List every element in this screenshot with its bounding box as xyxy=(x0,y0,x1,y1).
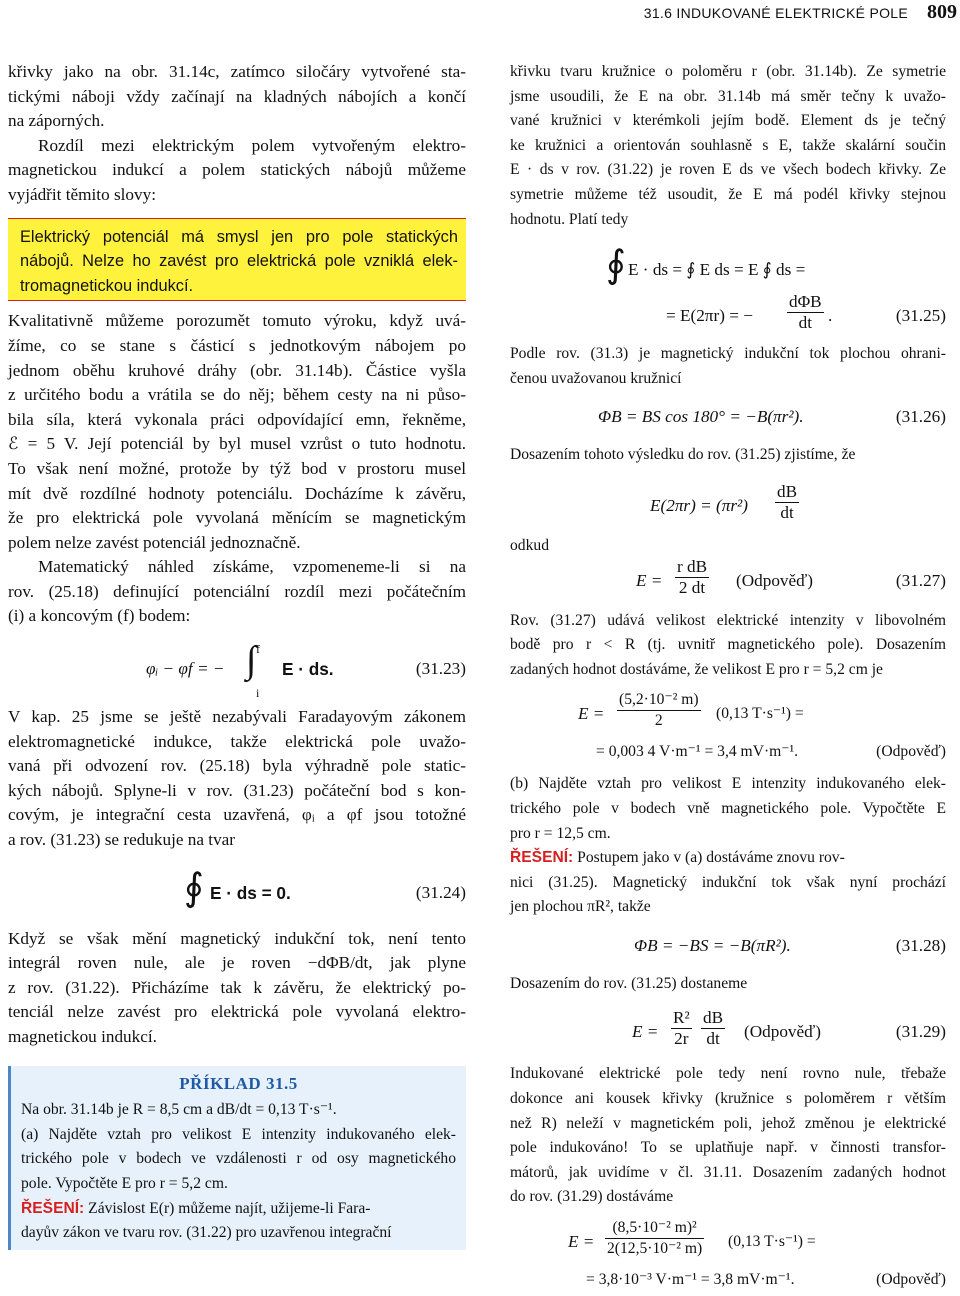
answer-tag: (Odpověď) xyxy=(744,1022,821,1042)
paragraph xyxy=(510,342,946,391)
text-line: To však není možné, protože by týž bod v prostoru musel xyxy=(8,458,466,478)
text-line: tickými náboji vždy začínají na kladných nábojích a končí xyxy=(8,86,466,106)
equation-number: (31.23) xyxy=(415,659,466,679)
text-line: symetrie můžeme též usoudit, že E má podél křivky stejnou xyxy=(510,185,946,203)
denominator: dt xyxy=(780,502,794,522)
text-line: E · ds v rov. (31.22) je roven E ds ve všech bodech křivky. Ze xyxy=(510,161,946,179)
solution-label: ŘEŠENÍ: xyxy=(21,1199,85,1217)
equation-number: (31.24) xyxy=(415,882,466,902)
equation-calc-b xyxy=(510,1214,946,1294)
right-column xyxy=(510,60,946,1294)
text-line: z rov. (31.22). Přicházíme tak k závěru, že elektrický po- xyxy=(8,977,466,997)
text-line: dokonce ani kousek křivky (kružnice s poloměrem r větším xyxy=(510,1090,946,1108)
integral-upper-limit: f xyxy=(256,642,260,657)
paragraph xyxy=(8,60,466,134)
equation-31-29 xyxy=(510,1000,946,1062)
text-line: ke kružnici a orientován souhlasně s E, takže skalární součin xyxy=(510,136,946,154)
text-line: Když se však mění magnetický indukční tok, není tento xyxy=(8,928,466,948)
equation-31-27 xyxy=(510,556,946,609)
text-line: trického pole v bodech vně magnetického pole. Vypočtěte E xyxy=(510,799,946,817)
equation-lhs: E = xyxy=(632,1022,659,1042)
text-line: Indukované elektrické pole tedy není rovno nule, třebaže xyxy=(510,1065,946,1083)
equation-31-25 xyxy=(510,240,946,342)
equation-number: (31.26) xyxy=(895,407,946,427)
text-line: křivku tvaru kružnice o poloměru r (obr. 31.14b). Ze symetrie xyxy=(510,63,946,80)
solution-text: Závislost E(r) můžeme najít, užijeme-li Fara- xyxy=(84,1199,371,1217)
text-line: Matematický náhled získáme, vzpomeneme-li si na xyxy=(38,557,466,577)
solution-line xyxy=(510,846,946,871)
text-line: magnetickou indukcí a polem statických nábojů můžeme xyxy=(8,160,466,180)
fraction xyxy=(617,690,701,731)
example-title: PŘÍKLAD 31.5 xyxy=(179,1073,298,1093)
denominator: dt xyxy=(706,1029,720,1049)
text-line: zadaných hodnot dostáváme, že velikost E pro r = 5,2 cm je xyxy=(510,660,883,678)
paragraph xyxy=(510,846,946,920)
paragraph xyxy=(8,705,466,853)
answer-tag: (Odpověď) xyxy=(736,570,813,590)
text-line: vyjádřit těmito slovy: xyxy=(8,184,156,204)
equation-result: = 3,8·10⁻³ V·m⁻¹ = 3,8 mV·m⁻¹. xyxy=(586,1271,795,1289)
text-line: integrál roven nule, ale je roven −dΦB/dt, jak plyne xyxy=(8,953,466,973)
text-line: tromagnetickou indukcí. xyxy=(20,276,194,295)
equation-lhs: E(2πr) = (πr²) xyxy=(650,495,748,515)
equation-number: (31.25) xyxy=(895,306,946,326)
equation-lhs: E = xyxy=(568,1232,595,1252)
integral-sign: ∫ xyxy=(246,639,257,682)
answer-tag: (Odpověď) xyxy=(876,743,946,761)
equation-expression: ΦB = BS cos 180° = −B(πr²). xyxy=(598,407,804,427)
left-column xyxy=(8,60,466,1250)
page-number: 809 xyxy=(927,1,957,23)
fraction xyxy=(605,1218,704,1259)
numerator: (8,5·10⁻² m)² xyxy=(605,1218,704,1239)
text-line: V kap. 25 jsme se ještě nezabývali Faradayovým zákonem xyxy=(8,707,466,727)
equation-rhs: E · ds. xyxy=(282,659,334,680)
text-line: Dosazením tohoto výsledku do rov. (31.25) zjistíme, že xyxy=(510,446,856,464)
example-box xyxy=(8,1066,466,1250)
text-line: jednom oběhu kruhové dráhy (obr. 31.14b). Částice vyšla xyxy=(8,360,466,380)
equation-31-28 xyxy=(510,920,946,972)
text-line: bila síla, která vykonala práci odpovídající emn, řekněme, xyxy=(8,409,466,429)
solution-label: ŘEŠENÍ: xyxy=(510,849,574,867)
text-line: pole indukováno! To se uplatňuje např. v činnosti transfor- xyxy=(510,1139,946,1157)
solution-line xyxy=(21,1197,456,1222)
text-line: že pro elektrická pole vyvolaná měnícím se magnetickým xyxy=(8,508,466,528)
equation-31-23 xyxy=(8,635,466,705)
text-line: (i) a koncovým (f) bodem: xyxy=(8,606,191,626)
paragraph xyxy=(510,609,946,683)
highlight-box xyxy=(8,218,466,302)
text-line: dayův zákon ve tvaru rov. (31.22) pro uzavřenou integrační xyxy=(21,1224,392,1242)
text-line: mátorů, jak uvidíme v čl. 31.11. Dosazením zadaných hodnot xyxy=(510,1163,946,1181)
fraction xyxy=(671,1008,692,1049)
text-line: nici (31.25). Magnetický indukční tok však nyní prochází xyxy=(510,873,946,891)
text-line: hodnotu. Platí tedy xyxy=(510,210,629,228)
contour-integral-sign: ∮ xyxy=(606,244,626,287)
equation-line1: E · ds = ∮ E ds = E ∮ ds = xyxy=(628,260,806,280)
denominator: dt xyxy=(798,313,812,333)
text-line: z určitého bodu a vrátila se do něj; během cesty na ni půso- xyxy=(8,385,466,405)
equation-calc-a xyxy=(510,686,946,772)
text-line: Kvalitativně můžeme porozumět tomuto výroku, když uvá- xyxy=(8,311,466,331)
contour-integral-sign: ∮ xyxy=(184,866,204,909)
fraction xyxy=(701,1008,725,1049)
answer-tag: (Odpověď) xyxy=(876,1271,946,1289)
paragraph xyxy=(510,60,946,232)
equation-lhs: E = xyxy=(636,570,663,590)
text-line: vaná při odvození rov. (25.18) byla výhradně pole static- xyxy=(8,756,466,776)
equation-number: (31.28) xyxy=(895,935,946,955)
numerator: (5,2·10⁻² m) xyxy=(617,690,701,711)
text-line: (a) Najděte vztah pro velikost E intenzity indukovaného elek- xyxy=(21,1125,456,1143)
denominator: 2r xyxy=(674,1029,689,1049)
text-line: trického pole v bodech ve vzdálenosti r od osy magnetického xyxy=(21,1150,456,1168)
numerator: r dB xyxy=(677,556,708,576)
text-line: tenciál nelze zavést pro elektrická pole vyvolaná elektro- xyxy=(8,1002,466,1022)
text-line: nábojů. Nelze ho zavést pro elektrická pole vzniklá elek- xyxy=(20,252,458,271)
text-line: Rozdíl mezi elektrickým polem vytvořeným elektro- xyxy=(38,135,466,155)
denominator: 2 xyxy=(654,712,663,730)
equation-rhs: (0,13 T·s⁻¹) = xyxy=(728,1233,816,1251)
text-line: covým, je integrační cesta uzavřená, φᵢ a φf jsou totožné xyxy=(8,805,466,825)
text-line: na záporných. xyxy=(8,111,105,131)
example-given: Na obr. 31.14b je R = 8,5 cm a dB/dt = 0,13 T·s⁻¹. xyxy=(21,1101,337,1119)
fraction xyxy=(775,482,799,523)
numerator: dΦB xyxy=(789,292,822,312)
paragraph xyxy=(8,555,466,629)
paragraph xyxy=(8,134,466,208)
equation-lhs: E = xyxy=(578,704,605,724)
text-line: křivky jako na obr. 31.14c, zatímco siločáry vytvořené sta- xyxy=(8,62,466,81)
equation-rhs: (0,13 T·s⁻¹) = xyxy=(716,705,804,723)
denominator: 2(12,5·10⁻² m) xyxy=(607,1240,703,1258)
text-line: do rov. (31.29) dostáváme xyxy=(510,1188,674,1206)
text-line: jsme usoudili, že E na obr. 31.14b má směr tečny k uvažo- xyxy=(510,87,946,105)
text-line: než R) neleží v magnetickém poli, jehož změnou je elektrické xyxy=(510,1114,946,1132)
equation-31-24 xyxy=(8,859,466,927)
equation-line2: = E(2πr) = − xyxy=(666,306,753,326)
text-line: odkud xyxy=(510,536,549,554)
text-line: žíme, co se stane s částicí s jednotkovým nábojem po xyxy=(8,335,466,355)
solution-text: Postupem jako v (a) dostáváme znovu rov- xyxy=(573,849,845,867)
text-line: elektromagnetické indukce, takže elektrická pole uvažo- xyxy=(8,731,466,751)
equation-number: (31.29) xyxy=(895,1022,946,1042)
running-header xyxy=(0,0,960,28)
text-line: (b) Najděte vztah pro velikost E intenzity indukovaného elek- xyxy=(510,775,946,793)
text-line: čenou uvažovanou kružnicí xyxy=(510,369,682,387)
text-line: mít dvě rozdílné hodnoty potenciálu. Docházíme k závěru, xyxy=(8,483,466,503)
fraction xyxy=(675,557,709,598)
paragraph xyxy=(510,772,946,846)
text-line: ℰ = 5 V. Její potenciál by byl musel vzrůst o tuto hodnotu. xyxy=(8,434,466,454)
denominator: 2 dt xyxy=(678,577,706,597)
numerator: dB xyxy=(703,1008,724,1028)
period: . xyxy=(828,306,833,326)
integral-lower-limit: i xyxy=(256,686,260,701)
text-line: Elektrický potenciál má smysl jen pro pole statických xyxy=(20,227,458,246)
text-line: Dosazením do rov. (31.25) dostaneme xyxy=(510,974,748,992)
text-line: a rov. (31.23) se redukuje na tvar xyxy=(8,830,236,850)
text-line: pro r = 12,5 cm. xyxy=(510,824,611,842)
text-line: polem nelze zavést potenciál jednoznačně. xyxy=(8,532,301,552)
equation-lhs: φᵢ − φf = − xyxy=(146,659,225,679)
numerator: R² xyxy=(673,1008,690,1028)
equation-31-26 xyxy=(510,391,946,443)
text-line: kých nábojů. Splyne-li v rov. (31.23) počáteční bod s kon- xyxy=(8,780,466,800)
equation-expression: E · ds = 0. xyxy=(210,882,291,903)
text-line: jen plochou πR², takže xyxy=(510,898,651,916)
text-line: Rov. (31.27) udává velikost elektrické intenzity v libovolném xyxy=(510,611,946,629)
equation-result: = 0,003 4 V·m⁻¹ = 3,4 mV·m⁻¹. xyxy=(596,743,799,761)
paragraph xyxy=(8,309,466,555)
equation-number: (31.27) xyxy=(895,570,946,590)
equation-intermediate xyxy=(510,472,946,534)
numerator: dB xyxy=(777,481,798,501)
text-line: Podle rov. (31.3) je magnetický indukční tok plochou ohrani- xyxy=(510,345,946,363)
text-line: vané kružnici v kterémkoli jejím bodě. Element ds je tečný xyxy=(510,112,946,130)
text-line: pole. Vypočtěte E pro r = 5,2 cm. xyxy=(21,1174,228,1192)
fraction xyxy=(787,292,824,333)
paragraph xyxy=(8,927,466,1050)
text-line: rov. (25.18) definující potenciální rozdíl mezi počátečním xyxy=(8,581,466,601)
text-line: magnetickou indukcí. xyxy=(8,1027,157,1046)
section-title: 31.6 INDUKOVANÉ ELEKTRICKÉ POLE xyxy=(643,5,908,21)
paragraph xyxy=(510,1062,946,1210)
text-line: bodě pro r < R (tj. uvnitř magnetického pole). Dosazením xyxy=(510,636,946,654)
equation-expression: ΦB = −BS = −B(πR²). xyxy=(634,935,791,955)
